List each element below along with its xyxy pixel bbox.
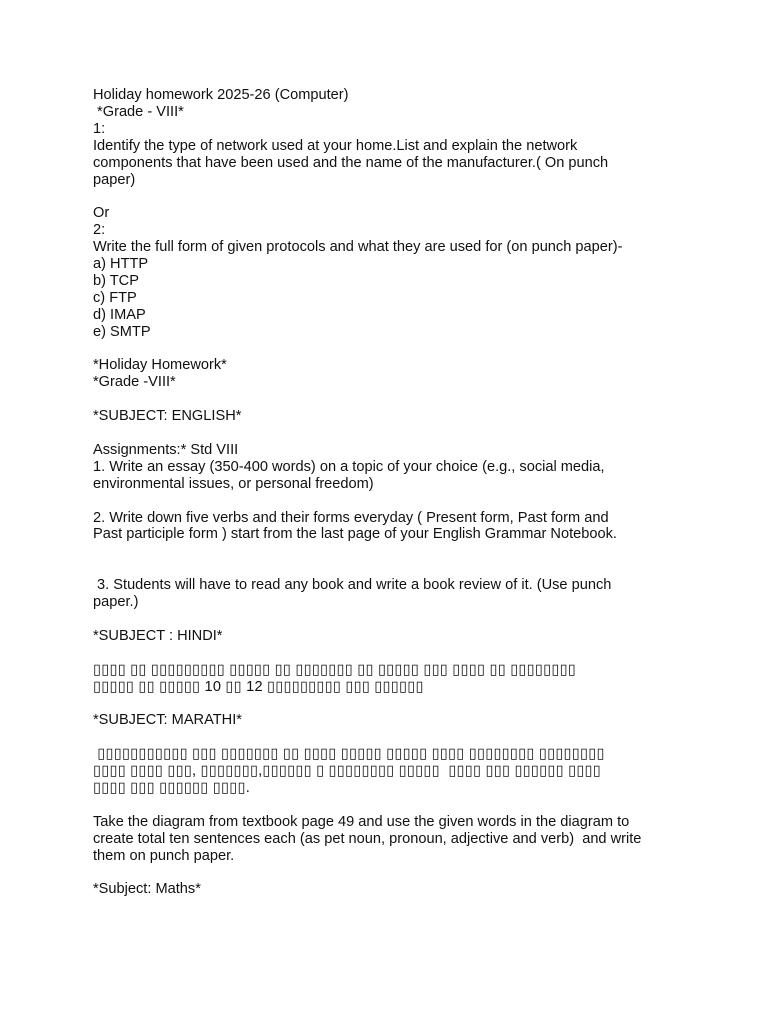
question-2-number: 2: (93, 222, 106, 239)
question-1-text-line: paper) (93, 171, 136, 188)
hindi-text-line: ▯▯▯▯ ▯▯ ▯▯▯▯▯▯▯▯▯ ▯▯▯▯▯ ▯▯ ▯▯▯▯▯▯▯ ▯▯ ▯▯▯▯▯ ▯▯▯ ▯▯▯▯ ▯▯ ▯▯▯▯▯▯▯▯ (93, 661, 577, 678)
computer-grade: *Grade - VIII* (93, 103, 184, 120)
english-subject-heading: *SUBJECT: ENGLISH* (93, 408, 242, 425)
diagram-task-line: Take the diagram from textbook page 49 and use the given words in the diagram to (93, 813, 630, 830)
holiday-homework-heading: *Holiday Homework* (93, 357, 227, 374)
assignments-label: Assignments:* Std VIII (93, 441, 239, 458)
protocol-item: a) HTTP (93, 256, 149, 273)
english-assignment-2-line: Past participle form ) start from the last page of your English Grammar Notebook. (93, 526, 617, 543)
spacer (93, 560, 693, 577)
spacer (93, 188, 693, 205)
english-assignment-3-line: paper.) (93, 594, 139, 611)
document-page (93, 87, 693, 898)
grade-heading: *Grade -VIII* (93, 374, 176, 391)
question-2-text: Write the full form of given protocols and what they are used for (on punch paper)- (93, 239, 623, 256)
hindi-subject-heading: *SUBJECT : HINDI* (93, 627, 223, 644)
spacer (93, 425, 693, 442)
english-assignment-1-line: 1. Write an essay (350-400 words) on a topic of your choice (e.g., social media, (93, 458, 605, 475)
spacer (93, 341, 693, 358)
protocol-item: d) IMAP (93, 306, 146, 323)
spacer (93, 611, 693, 628)
marathi-text-line: ▯▯▯▯▯▯▯▯▯▯▯ ▯▯▯ ▯▯▯▯▯▯▯ ▯▯ ▯▯▯▯ ▯▯▯▯▯ ▯▯▯▯▯ ▯▯▯▯ ▯▯▯▯▯▯▯▯ ▯▯▯▯▯▯▯▯ (93, 746, 605, 763)
spacer (93, 543, 693, 560)
spacer (93, 493, 693, 510)
question-1-number: 1: (93, 120, 106, 137)
marathi-text-line: ▯▯▯▯ ▯▯▯ ▯▯▯▯▯▯ ▯▯▯▯. (93, 779, 250, 796)
question-1-text-line: components that have been used and the name of the manufacturer.( On punch (93, 154, 609, 171)
marathi-text-line: ▯▯▯▯ ▯▯▯▯ ▯▯▯, ▯▯▯▯▯▯▯,▯▯▯▯▯▯ ▯ ▯▯▯▯▯▯▯▯ ▯▯▯▯▯ ▯▯▯▯ ▯▯▯ ▯▯▯▯▯▯ ▯▯▯▯ (93, 763, 602, 780)
english-assignment-3-line: 3. Students will have to read any book and write a book review of it. (Use punch (93, 577, 612, 594)
protocol-item: c) FTP (93, 289, 137, 306)
diagram-task-line: them on punch paper. (93, 847, 235, 864)
protocol-item: b) TCP (93, 272, 139, 289)
spacer (93, 797, 693, 814)
spacer (93, 865, 693, 882)
computer-title: Holiday homework 2025-26 (Computer) (93, 87, 349, 103)
spacer (93, 391, 693, 408)
maths-subject-heading: *Subject: Maths* (93, 881, 201, 898)
or-label: Or (93, 205, 110, 222)
diagram-task-line: create total ten sentences each (as pet noun, pronoun, adjective and verb) and write (93, 830, 642, 847)
protocol-item: e) SMTP (93, 323, 151, 340)
question-1-text-line: Identify the type of network used at your home.List and explain the network (93, 137, 578, 154)
hindi-text-line: ▯▯▯▯▯ ▯▯ ▯▯▯▯▯ 10 ▯▯ 12 ▯▯▯▯▯▯▯▯▯ ▯▯▯ ▯▯▯▯▯▯ (93, 678, 424, 695)
spacer (93, 729, 693, 746)
marathi-subject-heading: *SUBJECT: MARATHI* (93, 712, 242, 729)
english-assignment-1-line: environmental issues, or personal freedom) (93, 475, 374, 492)
spacer (93, 695, 693, 712)
english-assignment-2-line: 2. Write down five verbs and their forms everyday ( Present form, Past form and (93, 509, 609, 526)
spacer (93, 645, 693, 662)
